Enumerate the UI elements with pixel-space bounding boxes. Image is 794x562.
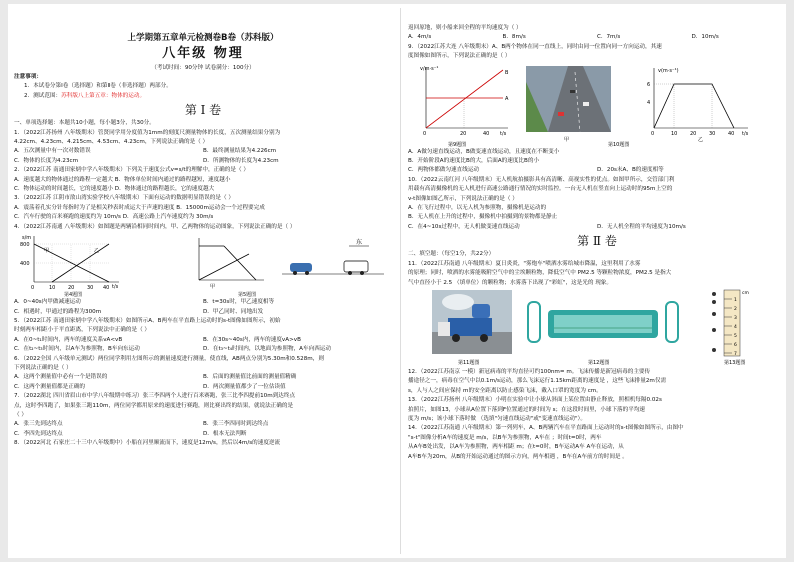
q10-option-d: D．无人机全程的平均速度为10m/s <box>597 223 686 230</box>
q3-options-cd: C．汽车行驶的百米赛跑的速度约为 10m/s D．高速公路上汽车速度约为 30m/s <box>14 214 214 221</box>
q10-option-b: B．无人机在上升的过程中，摄像机中拍摄到的景物都是静止 <box>408 214 558 221</box>
fig12-caption: 第12题图 <box>588 359 610 366</box>
notice-item-2 <box>14 92 392 101</box>
chart5-line-a2 <box>224 246 256 280</box>
ruler-tick-3: 3 <box>734 315 737 321</box>
chart10-xtick-20: 20 <box>690 130 697 137</box>
q1-stem-line1: 1．（2022江苏扬州 八年级期末）管贤同学用分度值为1mm的刻度尺测量物体的长度，五次测量结果分别为 <box>14 129 281 136</box>
q10-option-c: C．在4~10s过程中，无人机做变速直线运动 <box>408 223 520 230</box>
car-b-icon <box>344 261 368 272</box>
q11-stem-line1: 11．（2022江苏南通 八年级期末）夏日炎炎，"雾炮车"喷洒水雾给城市降温，这里利用了水雾 <box>408 260 641 267</box>
q5-option-b: B．在30s~40s内，两车的速度vA>vB <box>203 336 301 343</box>
q7-stem-line3: （ ） <box>14 411 27 418</box>
q6-stem-line1: 6．（2022全国 八年级单元测试）两位同学利用左图所示的测量速度进行测量，使直线，AB两点分别为5.30m和0.528m，则 <box>14 355 324 362</box>
right-column <box>408 4 786 558</box>
chart10-xtick-0: 0 <box>651 130 655 137</box>
q7-option-c: C．李四先到达终点 <box>14 430 63 437</box>
section-1-title: 第 Ⅰ 卷 <box>184 103 222 118</box>
q7-option-b: B．张三李四同时到达终点 <box>203 421 269 428</box>
fig13-caption: 第13题图 <box>724 359 746 366</box>
cars-figure <box>282 238 384 275</box>
q7-stem-line2: 点，这时李四跑了，如果张三跑110m，两位同学都用原来的速度进行赛跑，则比赛出终的结果，就说法正确的是 <box>14 402 294 409</box>
q9-option-d: D．20s末A、B的速度相等 <box>597 167 664 174</box>
q3-options-ab: A．震荡着孔实分针每指时为了是相关秒表时成运大于声速的速度 B．15000m运动会一个过程要完成 <box>14 204 265 211</box>
chart4-xtick-0: 0 <box>31 285 35 292</box>
q14-stem-line1: 14．（2022江苏南通 八年级期末）第一列列车，A、B两辆汽车在平直路面上运动时的s-t图像如图所示，由图中 <box>408 425 684 432</box>
q8-stem-cont: 返回原地，则小船来回全程的平均速度为（ ） <box>408 25 522 31</box>
q9-option-b: B．开始阶段A的速度比B的大，后面A的速度比B的小 <box>408 158 540 165</box>
q9-q10-figures <box>408 62 786 148</box>
car-a-icon <box>290 263 312 272</box>
q7-option-a: A．张三先到达终点 <box>14 421 63 428</box>
q9-stem-line1: 9．（2022江苏大连 八年级期末）A、B两个物体在同一直线上，同时由同一位置向同一方向运动，其速 <box>408 43 662 50</box>
q10-option-a: A．在飞行过程中，以无人机为参照物，摄像机是运动的 <box>408 205 547 212</box>
chart10-xlabel: t/s <box>742 130 749 137</box>
q1-option-d: D．所测物体的长度为4.23cm <box>203 157 279 164</box>
chart9 <box>420 66 509 137</box>
q14-stem-line4: A车B车为20m，从B的开始运动通过的图示方向，两车相遇 ，B车在A车前方的时间是 。 <box>408 453 628 460</box>
q5-option-d: D．在t₃~t₄时间内，以地面为参照物，A车向西运动 <box>203 346 331 353</box>
q11-stem-line3: 气中直径小于 2.5 （填单位）的颗粒物；水雾落下出现了"彩虹"，这是光的 现象。 <box>408 279 612 286</box>
chart4-ytick-400: 400 <box>20 261 30 268</box>
q11-q13-figure-svg <box>408 288 786 368</box>
q8-stem: 8．（2022河北 石家庄二十三中八年级期中）小船在河里顺流而下，速度是12m/s，然后以4m/s的速度逆流 <box>14 440 281 447</box>
chart4-xlabel: t/s <box>112 284 119 291</box>
q9-option-a: A．A做匀速直线运动，B做变速直线运动，且速度在不断变小 <box>408 148 560 155</box>
ruler-tick-7: 7 <box>734 351 737 357</box>
fig5-caption: 第5题图 <box>238 292 257 299</box>
left-column <box>14 4 392 558</box>
chart4-label-jia: 甲 <box>44 248 50 255</box>
q6-option-a: A．这两个测量值中必有一个是错误的 <box>14 374 108 381</box>
q2-stem: 2．（2022江苏 南通田家炳中学八年级期末）下列关于速度公式v=s/t的理解中，正确的是（ ） <box>14 167 249 174</box>
q9-stem-line2: 度图像如图所示，下列说法正确的是（ ） <box>408 53 511 60</box>
q14-stem-line3: 从A车B处出发，以A车为参照物，两车相距 m；在t=0时，B车运动A车 A车在运动，从 <box>408 444 624 451</box>
q5-stem-line2: 时刻两车相距小于平直距离，下列说法中正确的是（ ） <box>14 327 151 334</box>
ruler-tick-6: 6 <box>734 342 737 348</box>
q10-stem-line2: 用载有高清摄像机的无人机进行高速公路通行情况的实时监控。一台无人机在竖直向上运动时的95m上空的 <box>408 186 673 193</box>
notice-scope: 苏科版八上第五章：物体的运动。 <box>61 92 146 99</box>
east-label: 东 <box>356 239 363 247</box>
q6-option-c: C．这两个测量值都是正确的 <box>14 383 86 390</box>
q8-option-a: A．4m/s <box>408 34 432 41</box>
chart9-xtick-0: 0 <box>423 130 427 137</box>
fig4-caption: 第4题图 <box>64 292 83 299</box>
q11-stem-line2: 的原理；同时，喷洒的水雾能吸附空气中的尘埃颗粒物，降低空气中 PM2.5 等颗粒物浓度，PM2.5 是指大 <box>408 270 672 277</box>
fig10-caption-jia: 甲 <box>564 136 570 143</box>
chart5 <box>199 238 264 290</box>
highway-photo <box>526 66 611 132</box>
mask-ruler-figure <box>528 302 678 342</box>
q6-option-d: D．两次测量值都少了一位估读值 <box>203 383 286 390</box>
chart9-label-b: B <box>505 69 509 76</box>
q4-stem: 4．（2022江苏南通 八年级期末）如图题是两辆沿相同时间内，甲、乙两物体的运动图象，下列说法正确的是（ ） <box>14 223 296 230</box>
notice-heading: 注意事项： <box>14 74 42 80</box>
q6-option-b: B．后面的测量值比前面的测量值精确 <box>203 374 297 381</box>
chart4 <box>20 235 119 291</box>
section-2-title: 第 Ⅱ 卷 <box>577 234 617 249</box>
q9-option-c: C．两物体都做匀速直线运动 <box>408 167 480 174</box>
q1-stem-line2: 4.22cm、4.23cm、4.215cm、4.53cm、4.23cm，下列说法正确的是（ ） <box>14 139 209 146</box>
ruler-tick-2: 2 <box>734 306 737 312</box>
q3-stem: 3．（2022江苏 江阴市敔山湾实验学校八年级期末）下面有运动的数据明显错误的是（ ） <box>14 195 234 202</box>
q13-stem-line1: 13．（2022江苏扬州 八年级期末）小明在实验中让小球从斜面上某位置由静止释放，照相机每隔0.02s <box>408 397 662 404</box>
chart4-xtick-10: 10 <box>49 285 56 292</box>
q1-option-b: B．最终测量结果为4.226cm <box>203 148 277 155</box>
q13-stem-line2: 拍照片，如图13，小球从A位置下落到F位置通过的时间为 s；在这段时间里，小球下落的平均速 <box>408 406 646 413</box>
ruler-tick-1: 1 <box>734 297 737 303</box>
fig10-caption-yi: 乙 <box>698 136 704 143</box>
q12-stem-line3: s，人与人之间应保持 m的安全距离以防止感染飞沫，戴入口罩的宽度为 cm。 <box>408 387 602 394</box>
chart10-ytick-4: 4 <box>647 99 651 106</box>
q2-options-ab: A．速度越大的物体通过的路程一定越大 B．物体单位时间内通过的路程越短，速度越小 <box>14 176 231 183</box>
fog-truck-photo <box>432 290 512 354</box>
q4-option-b: B．t=30s时，甲乙速度相等 <box>203 299 275 306</box>
chart9-line-b <box>426 70 503 128</box>
q8-option-b: B．8m/s <box>502 34 526 41</box>
chart9-xtick-20: 20 <box>460 130 467 137</box>
fig11-caption: 第11题图 <box>458 359 480 366</box>
chart4-xtick-30: 30 <box>87 285 94 292</box>
q12-stem-line2: 播途径之一，病毒在空气中以0.1m/s运动，那么飞沫运行1.15km距离的速度是 ，这些飞沫排量2m仅需 <box>408 378 667 385</box>
vertical-ruler-figure <box>712 290 749 357</box>
q5-option-a: A．在0~t₁时间内，两车的速度关系vA<vB <box>14 336 123 343</box>
chart4-caption: 甲 <box>210 284 216 291</box>
q12-stem-line1: 12．（2022江苏南京 一模）新冠病毒的平均直径可约100nm= m。飞沫传播是新冠病毒的主要传 <box>408 368 651 375</box>
q10-stem-line3: v-t图像如图乙所示，下列说法正确的是（ ） <box>408 195 518 202</box>
fig10-caption: 第10题图 <box>608 141 630 148</box>
ball-a-icon <box>712 292 716 296</box>
q7-option-d: D．根本无法判断 <box>203 430 247 437</box>
chart10-xtick-40: 40 <box>728 130 735 137</box>
chart4-label-yi: 乙 <box>94 248 100 255</box>
q11-q13-figures <box>408 288 786 368</box>
exam-sheet <box>8 4 786 558</box>
ruler-tick-4: 4 <box>734 324 737 330</box>
chart9-xlabel: t/s <box>500 130 507 137</box>
exam-subject: 八年级 物理 <box>162 46 244 61</box>
chart4-xtick-40: 40 <box>103 285 110 292</box>
q4-q5-figure-svg <box>14 232 392 292</box>
exam-title: 上学期第五章单元检测卷B卷（苏科版） <box>127 33 279 43</box>
q1-option-c: C．物体的长度为4.23cm <box>14 157 79 164</box>
section-2-intro: 二、填空题：（每空1分，共22分） <box>408 251 495 258</box>
chart10-ylabel: v(m·s⁻¹) <box>658 67 679 74</box>
chart9-xtick-40: 40 <box>483 130 490 137</box>
chart10-xtick-30: 30 <box>709 130 716 137</box>
q5-option-c: C．在t₂~t₃时间内，以A车为参照物，B车向东运动 <box>14 346 140 353</box>
chart10-line <box>654 84 734 128</box>
notice-item-1: 1．本试卷分第Ⅰ卷（选择题）和第Ⅱ卷（非选择题）两部分。 <box>24 83 172 90</box>
q8-option-d: D．10m/s <box>691 34 719 41</box>
column-divider <box>400 8 401 554</box>
ruler-tick-5: 5 <box>734 333 737 339</box>
q4-option-c: C．相遇时，甲通过的路程为300m <box>14 308 102 315</box>
q7-stem-line1: 7．（2022湖北 四川省眉山市中学八年级期中练习）张三李四两个人进行百米赛跑，张三比李四提前10m到达终点 <box>14 393 296 400</box>
q5-stem-line1: 5．（2022江苏 南通田家炳中学八年级期末）如图所示A、B两车在平直路上运动时的s-t图像如图所示，初始 <box>14 317 281 324</box>
chart4-ytick-800: 800 <box>20 242 30 249</box>
q10-stem-line1: 10．（2022云南红河 八年级期末）无人机航拍摄影具有高清晰、高视实性的优点。如图甲所示，交管部门利 <box>408 176 675 183</box>
chart10-xtick-10: 10 <box>671 130 678 137</box>
exam-meta: （考试时间：90分钟 试卷满分：100分） <box>151 65 255 71</box>
section-1-intro: 一、单项选择题：本题共10小题，每小题3分，共30分。 <box>14 120 155 127</box>
q1-option-a: A．五次测量中有一次对数错误 <box>14 148 91 155</box>
q4-option-a: A．0~40s内甲做减速运动 <box>14 299 81 306</box>
chart9-label-a: A <box>505 95 509 102</box>
q6-stem-line2: 下列说法正确的是（ ） <box>14 364 72 371</box>
q8-option-c: C．7m/s <box>597 34 621 41</box>
chart9-ylabel: v/m·s⁻¹ <box>420 65 439 72</box>
q13-stem-line3: 度为 m/s；该小球下落时做 （选填"匀速直线运动"或"变速直线运动"）。 <box>408 415 586 422</box>
notice-item-2-label: 2．测试范围： <box>24 92 62 99</box>
q2-options-cd: C．物体运动的时间越长，它的速度越小 D．物体通过的路程越长，它的速度越大 <box>14 186 215 193</box>
ruler-unit: cm <box>742 290 749 296</box>
chart4-xtick-20: 20 <box>68 285 75 292</box>
ball-f-icon <box>712 348 716 352</box>
fig9-caption: 第9题图 <box>448 141 467 148</box>
chart10-ytick-6: 6 <box>647 81 651 88</box>
q9-q10-figure-svg <box>408 62 786 148</box>
q4-q5-figures <box>14 232 392 299</box>
chart4-ylabel: s/m <box>22 235 32 242</box>
q14-stem-line2: "s-t"图像分析A车的速度是 m/s，以B车为参照物，A车在 ；时间t=0时，两车 <box>408 434 602 441</box>
q4-option-d: D．甲乙同时、同地出发 <box>203 308 264 315</box>
chart5-line-b <box>199 254 249 280</box>
chart10 <box>647 68 749 137</box>
